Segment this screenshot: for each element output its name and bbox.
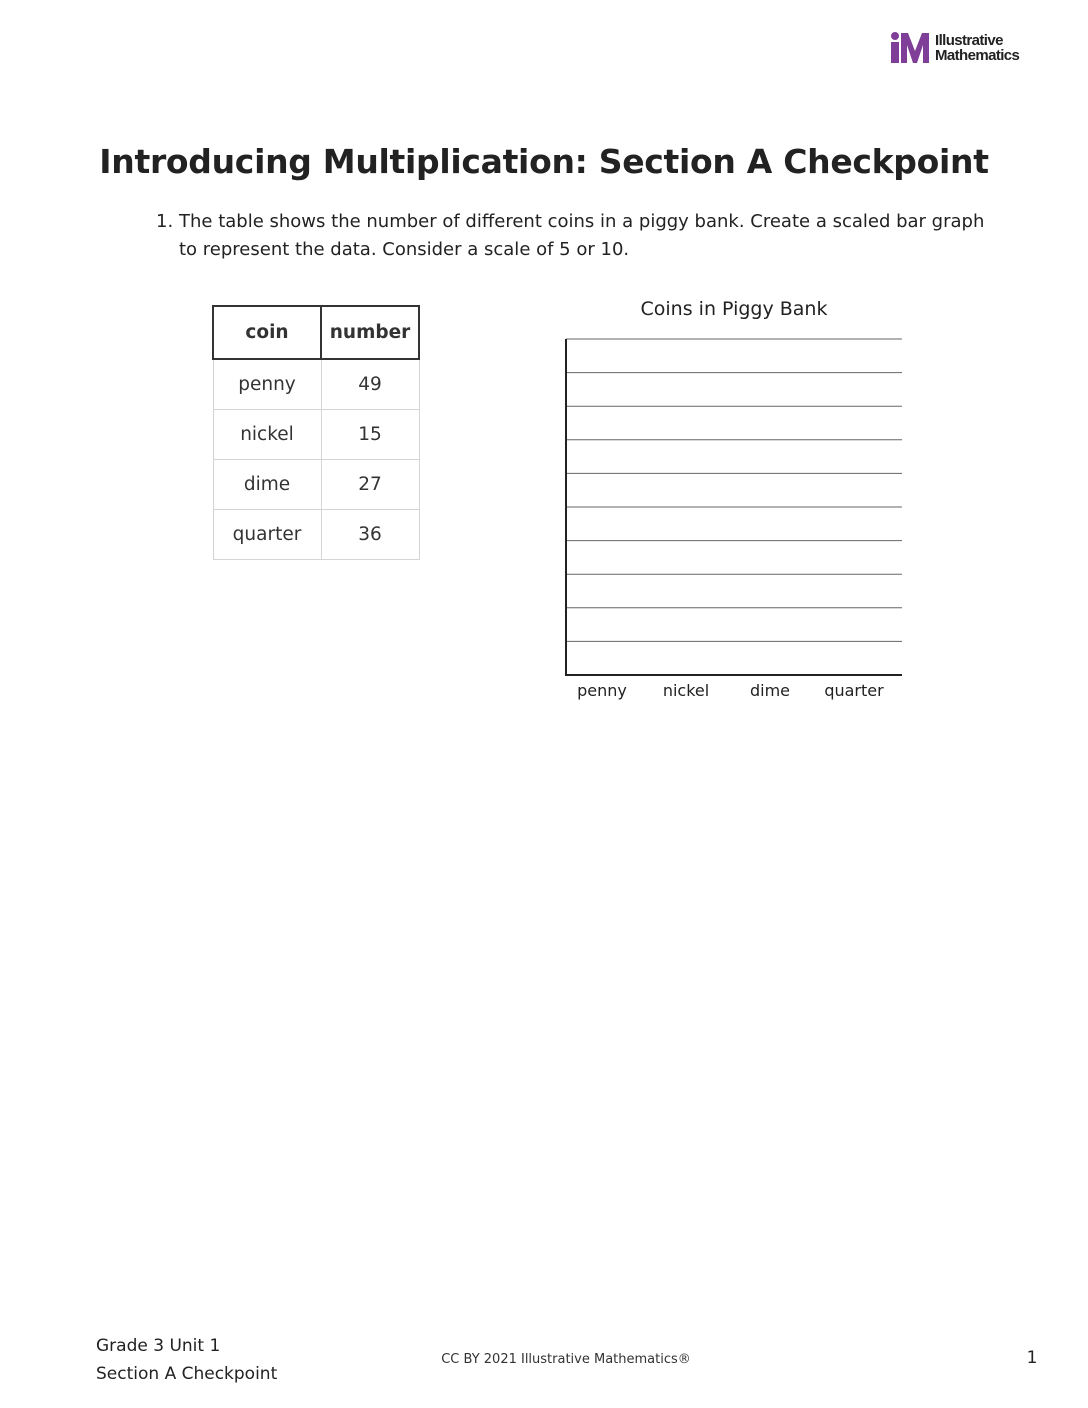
- graph-category-label: penny: [577, 681, 627, 700]
- graph-category-label: quarter: [824, 681, 884, 700]
- table-row: [213, 410, 419, 460]
- table-row: [213, 359, 419, 410]
- logo-line-1: Illustrative: [935, 32, 1003, 49]
- question-text: The table shows the number of different coins in a piggy bank. Create a scaled bar graph to represent the data. Consider a scale of 5 or 10.: [179, 211, 985, 260]
- graph-title: Coins in Piggy Bank: [640, 298, 828, 320]
- footer-section: Section A Checkpoint: [96, 1364, 278, 1384]
- graph-category-label: dime: [749, 681, 791, 700]
- table-row: [213, 460, 419, 510]
- question-1: [156, 208, 996, 264]
- page-title: Introducing Multiplication: Section A Checkpoint: [99, 142, 989, 181]
- table-cell-coin: quarter: [213, 510, 321, 560]
- table-header-row: [213, 306, 419, 359]
- footer-grade: Grade 3 Unit 1: [96, 1336, 221, 1356]
- blank-bar-graph: [540, 290, 920, 710]
- graph-category-label: nickel: [662, 681, 710, 700]
- table-cell-number: 27: [321, 460, 419, 510]
- illustrative-mathematics-logo: [889, 31, 1019, 65]
- graph-grid: [566, 339, 902, 641]
- table-cell-number: 49: [321, 359, 419, 410]
- page-number: 1: [1026, 1348, 1038, 1368]
- table-cell-coin: dime: [213, 460, 321, 510]
- coin-table: [212, 305, 420, 560]
- question-number: 1.: [156, 211, 174, 232]
- table-header-coin: coin: [213, 306, 321, 359]
- table-cell-number: 15: [321, 410, 419, 460]
- graph-category-labels: [577, 681, 884, 700]
- logo-line-2: Mathematics: [935, 47, 1020, 64]
- im-logo-icon: [889, 31, 931, 65]
- logo-text: [935, 33, 1019, 63]
- table-header-number: number: [321, 306, 419, 359]
- table-cell-coin: nickel: [213, 410, 321, 460]
- footer-copyright: CC BY 2021 Illustrative Mathematics®: [441, 1352, 691, 1367]
- table-cell-number: 36: [321, 510, 419, 560]
- table-cell-coin: penny: [213, 359, 321, 410]
- table-row: [213, 510, 419, 560]
